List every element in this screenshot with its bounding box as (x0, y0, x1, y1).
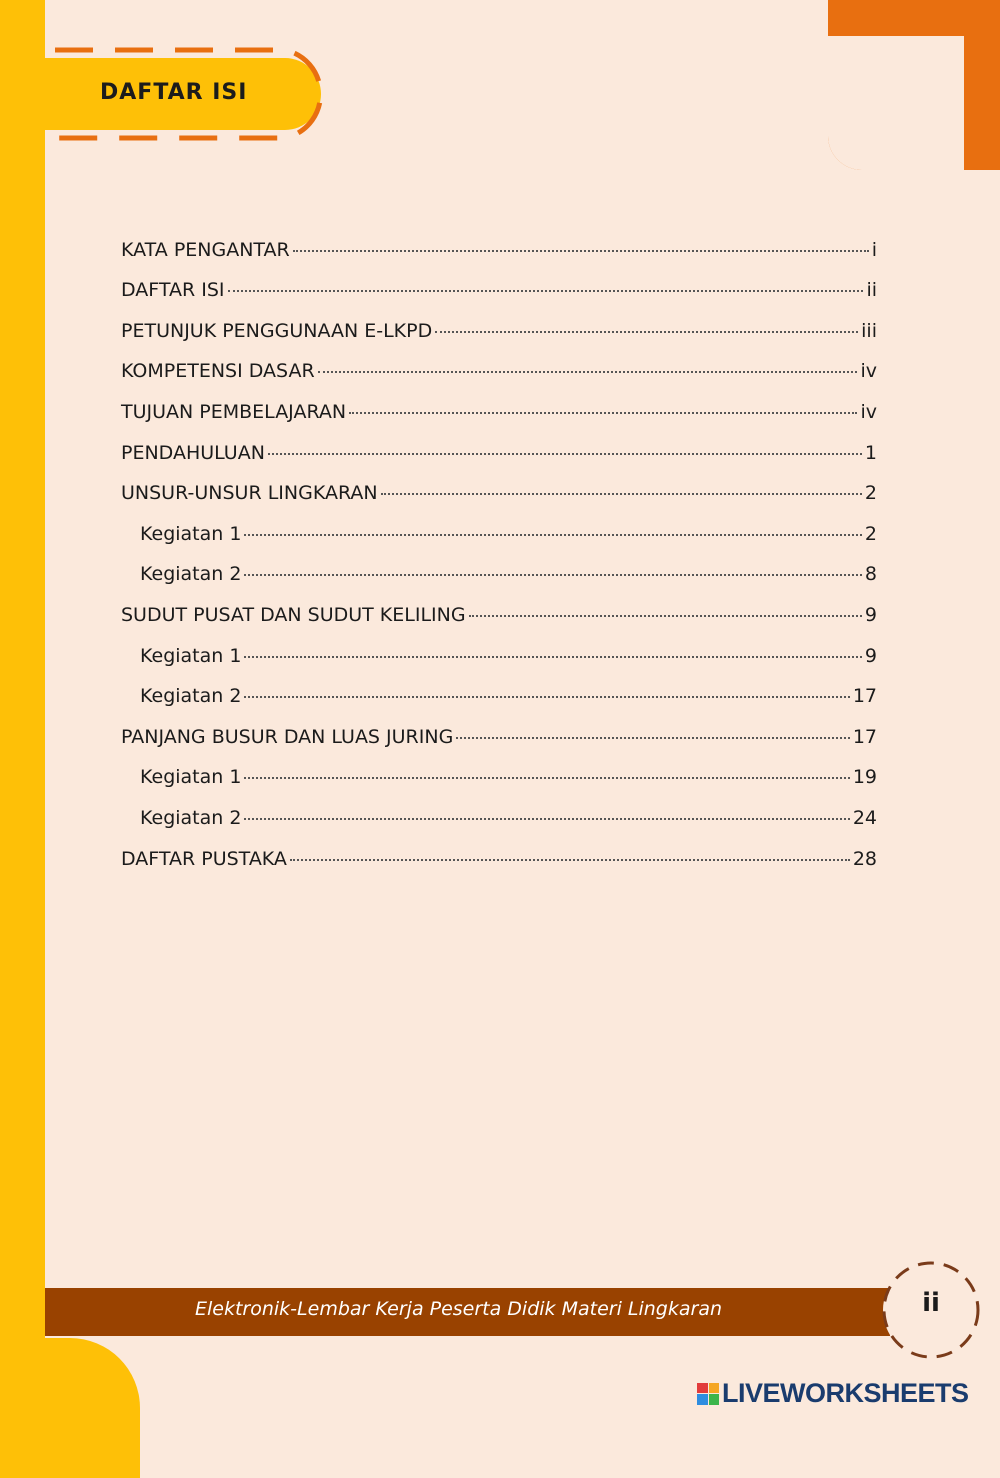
bottom-left-decoration (0, 1338, 140, 1478)
toc-entry-page: 2 (864, 482, 877, 505)
toc-dot-leader (381, 493, 862, 495)
toc-entry-page: 1 (864, 441, 877, 464)
toc-entry-label: DAFTAR PUSTAKA (121, 847, 287, 870)
toc-entry[interactable] (121, 829, 877, 870)
toc-entry-page: 9 (864, 603, 877, 626)
toc-entry[interactable] (121, 423, 877, 464)
toc-dot-leader (244, 656, 861, 658)
table-of-contents (121, 220, 877, 870)
toc-entry-page: i (871, 238, 877, 261)
toc-entry-label: Kegiatan 2 (140, 806, 242, 829)
liveworksheets-watermark (697, 1378, 969, 1409)
toc-entry-label: KATA PENGANTAR (121, 238, 290, 261)
toc-entry-page: 8 (864, 563, 877, 586)
page-title: DAFTAR ISI (100, 80, 248, 105)
footer-title: Elektronik-Lembar Kerja Peserta Didik Materi Lingkaran (195, 1298, 723, 1320)
toc-entry-label: PETUNJUK PENGGUNAAN E-LKPD (121, 319, 433, 342)
toc-dot-leader (228, 290, 864, 292)
toc-entry-page: 2 (864, 522, 877, 545)
toc-entry-page: ii (866, 279, 877, 302)
toc-entry-page: iii (861, 319, 877, 342)
toc-entry[interactable] (121, 301, 877, 342)
toc-dot-leader (244, 696, 849, 698)
toc-entry[interactable] (121, 464, 877, 505)
toc-entry[interactable] (121, 626, 877, 667)
toc-entry-label: DAFTAR ISI (121, 279, 225, 302)
toc-dot-leader (244, 574, 861, 576)
toc-entry-page: 24 (852, 806, 877, 829)
toc-entry-page: 28 (852, 847, 877, 870)
toc-entry-label: PANJANG BUSUR DAN LUAS JURING (121, 725, 454, 748)
toc-entry-label: Kegiatan 2 (140, 563, 242, 586)
toc-entry[interactable] (121, 748, 877, 789)
toc-entry-label: Kegiatan 1 (140, 644, 242, 667)
toc-entry-page: iv (860, 400, 877, 423)
toc-dot-leader (349, 412, 857, 414)
toc-entry[interactable] (121, 585, 877, 626)
toc-entry[interactable] (121, 342, 877, 383)
toc-entry[interactable] (121, 220, 877, 261)
top-right-decoration-inner (828, 36, 964, 170)
toc-entry-label: KOMPETENSI DASAR (121, 360, 315, 383)
toc-entry-page: iv (860, 360, 877, 383)
toc-dot-leader (435, 331, 858, 333)
toc-entry-label: Kegiatan 2 (140, 685, 242, 708)
toc-dot-leader (318, 371, 858, 373)
toc-entry-label: Kegiatan 1 (140, 766, 242, 789)
page-number: ii (922, 1288, 940, 1318)
toc-entry-page: 9 (864, 644, 877, 667)
toc-entry-label: PENDAHULUAN (121, 441, 265, 464)
toc-dot-leader (244, 777, 849, 779)
toc-entry-label: SUDUT PUSAT DAN SUDUT KELILING (121, 603, 466, 626)
left-accent-bar (0, 0, 45, 1413)
toc-entry-label: UNSUR-UNSUR LINGKARAN (121, 482, 378, 505)
toc-entry-page: 17 (852, 685, 877, 708)
toc-dot-leader (268, 453, 862, 455)
toc-entry[interactable] (121, 382, 877, 423)
toc-dot-leader (293, 250, 869, 252)
toc-entry[interactable] (121, 707, 877, 748)
toc-dot-leader (290, 859, 850, 861)
toc-entry[interactable] (121, 667, 877, 708)
toc-dot-leader (244, 818, 849, 820)
toc-entry-page: 19 (852, 766, 877, 789)
brand-name: LIVEWORKSHEETS (722, 1378, 969, 1408)
toc-entry-label: Kegiatan 1 (140, 522, 242, 545)
toc-entry[interactable] (121, 545, 877, 586)
toc-dot-leader (244, 534, 861, 536)
toc-dot-leader (469, 615, 862, 617)
toc-entry[interactable] (121, 504, 877, 545)
toc-entry[interactable] (121, 788, 877, 829)
liveworksheets-logo-icon (697, 1383, 719, 1405)
toc-entry-page: 17 (852, 725, 877, 748)
toc-dot-leader (456, 737, 850, 739)
toc-entry[interactable] (121, 261, 877, 302)
toc-entry-label: TUJUAN PEMBELAJARAN (121, 400, 347, 423)
